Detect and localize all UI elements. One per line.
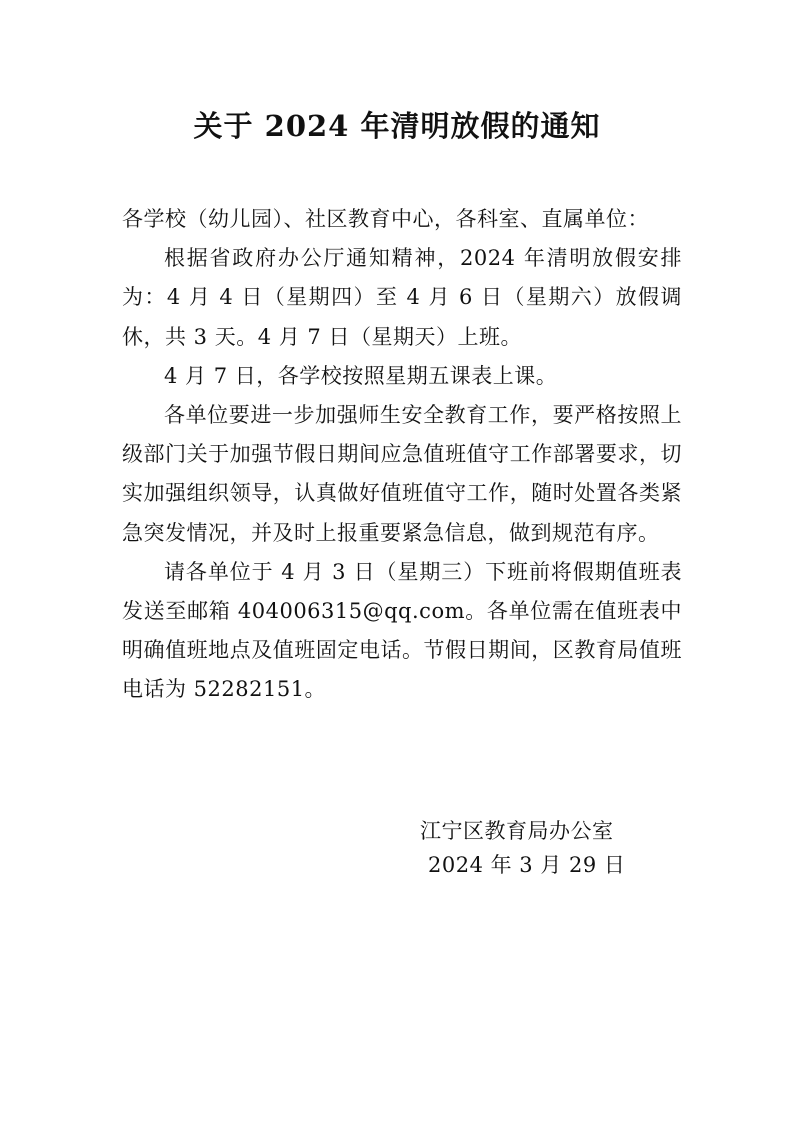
paragraph-safety-duty: 各单位要进一步加强师生安全教育工作，要严格按照上级部门关于加强节假日期间应急值班值守工作部署要求，切实加强组织领导，认真做好值班值守工作，随时处置各类紧急突发情况，并及时上报重要紧急信息，做到规范有序。 [122, 403, 682, 545]
paragraph-holiday-schedule: 根据省政府办公厅通知精神，2024 年清明放假安排为：4 月 4 日（星期四）至 4 月 6 日（星期六）放假调休，共 3 天。4 月 7 日（星期天）上班。 [122, 246, 682, 349]
salutation: 各学校（幼儿园）、社区教育中心，各科室、直属单位： [122, 207, 649, 231]
document-title: 关于 2024 年清明放假的通知 [193, 109, 601, 143]
paragraph-duty-roster: 请各单位于 4 月 3 日（星期三）下班前将假期值班表发送至邮箱 404006315@qq.com。各单位需在值班表中明确值班地点及值班固定电话。节假日期间，区教育局值班电话为 52282151。 [122, 559, 682, 702]
signature-block [420, 814, 625, 882]
paragraph-class-schedule: 4 月 7 日，各学校按照星期五课表上课。 [164, 363, 558, 388]
document-body [122, 200, 682, 710]
issuer-name: 江宁区教育局办公室 [420, 819, 614, 843]
issue-date: 2024 年 3 月 29 日 [428, 853, 626, 877]
